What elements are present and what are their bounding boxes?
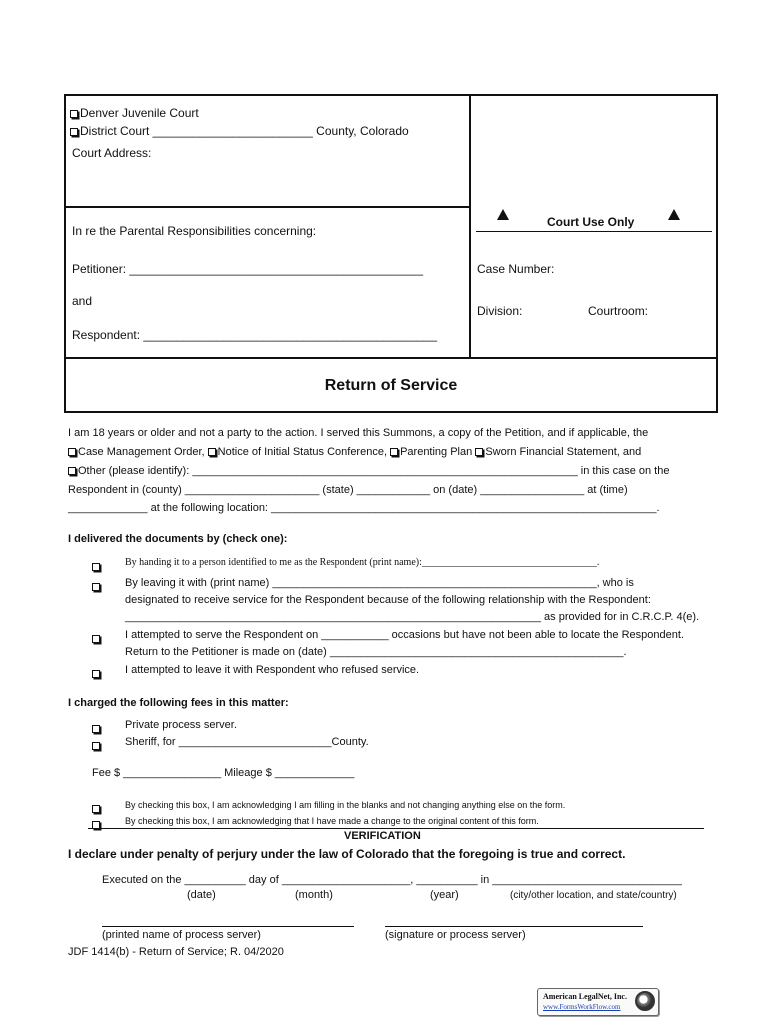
american-legalnet-logo[interactable] [537, 988, 659, 1016]
delivered-item-4: I attempted to leave it with Respondent who refused service. [125, 664, 420, 676]
fees-checkbox-2[interactable] [92, 736, 102, 754]
and-label: and [72, 294, 93, 308]
respondent-field[interactable]: Respondent: ____________________________________________ [72, 328, 438, 342]
checkbox[interactable] [92, 725, 100, 733]
delivered-checkbox-3[interactable] [92, 629, 102, 647]
court-address-label: Court Address: [72, 146, 152, 160]
ack-checkbox-2[interactable] [92, 815, 102, 833]
intro-options-line: Case Management Order, Notice of Initial Status Conference, Parenting Plan Sworn Financial Statement, and [68, 446, 641, 458]
date-label: (date) [187, 889, 216, 901]
checkbox[interactable] [92, 742, 100, 750]
fees-checkbox-1[interactable] [92, 719, 102, 737]
checkbox[interactable] [68, 467, 76, 475]
executed-line[interactable]: Executed on the __________ day of _____________________, __________ in _______________________________ [102, 874, 682, 886]
caption-vertical-divider [469, 94, 471, 359]
checkbox[interactable] [390, 448, 398, 456]
form-id: JDF 1414(b) - Return of Service; R. 04/2020 [68, 946, 284, 958]
court-use-underline [476, 231, 712, 232]
intro-other-line: Other (please identify): _______________________________________________________________ in this case on the [68, 465, 669, 477]
intro-line-5[interactable]: _____________ at the following location: _______________________________________________________________. [68, 502, 660, 514]
checkbox[interactable] [475, 448, 483, 456]
delivered-checkbox-2[interactable] [92, 577, 102, 595]
checkbox[interactable] [92, 670, 100, 678]
delivered-item-3-line-2[interactable]: Return to the Petitioner is made on (date) ________________________________________________. [125, 646, 627, 658]
checkbox[interactable] [70, 128, 78, 136]
fees-item-2[interactable]: Sheriff, for _________________________County. [125, 736, 369, 748]
printed-name-line[interactable] [102, 926, 354, 927]
logo-name: American LegalNet, Inc. [543, 992, 627, 1001]
court-option-district: District Court ________________________ County, Colorado [70, 124, 409, 138]
triangle-left-icon [497, 207, 509, 225]
printed-name-label: (printed name of process server) [102, 929, 261, 941]
petitioner-field[interactable]: Petitioner: ____________________________________________ [72, 262, 424, 276]
court-address-divider [64, 206, 470, 208]
location-label: (city/other location, and state/country) [510, 890, 677, 901]
caption-box [64, 94, 718, 413]
year-label: (year) [430, 889, 459, 901]
signature-label: (signature or process server) [385, 929, 526, 941]
courtroom-field[interactable]: Courtroom: [588, 304, 649, 318]
checkbox[interactable] [68, 448, 76, 456]
delivered-item-3-line-1[interactable]: I attempted to serve the Respondent on ___________ occasions but have not been able to locate the Respondent. [125, 629, 684, 641]
fee-mileage-line[interactable]: Fee $ ________________ Mileage $ _____________ [92, 767, 355, 779]
fees-item-1: Private process server. [125, 719, 237, 731]
delivered-item-1[interactable]: By handing it to a person identified to me as the Respondent (print name):___________________________________. [125, 557, 600, 568]
delivered-item-2-line-3[interactable]: ____________________________________________________________________ as provided for in C.R.C.P. 4(e). [125, 611, 700, 623]
checkbox[interactable] [208, 448, 216, 456]
verification-heading: VERIFICATION [344, 830, 421, 842]
delivered-heading: I delivered the documents by (check one): [68, 533, 288, 545]
court-use-only-label: Court Use Only [547, 215, 635, 229]
delivered-checkbox-4[interactable] [92, 664, 102, 682]
checkbox[interactable] [92, 635, 100, 643]
court-option-denver: Denver Juvenile Court [70, 106, 199, 120]
fees-heading: I charged the following fees in this matter: [68, 697, 289, 709]
logo-url[interactable]: www.FormsWorkFlow.com [543, 1003, 621, 1011]
declaration-text: I declare under penalty of perjury under the law of Colorado that the foregoing is true and correct. [68, 847, 626, 861]
checkbox[interactable] [92, 563, 100, 571]
ack-item-2: By checking this box, I am acknowledging that I have made a change to the original content of this form. [125, 816, 539, 826]
case-number-field[interactable]: Case Number: [477, 262, 555, 276]
checkbox[interactable] [92, 805, 100, 813]
month-label: (month) [295, 889, 333, 901]
intro-line-1: I am 18 years or older and not a party to the action. I served this Summons, a copy of the Petition, and if applicable, the [68, 427, 649, 439]
checkbox[interactable] [70, 110, 78, 118]
signature-line[interactable] [385, 926, 643, 927]
in-re-label: In re the Parental Responsibilities concerning: [72, 224, 317, 238]
title-divider [64, 357, 718, 359]
page-title: Return of Service [324, 377, 458, 394]
delivered-checkbox-1[interactable] [92, 557, 102, 575]
intro-line-4[interactable]: Respondent in (county) ______________________ (state) ____________ on (date) _________________ at (time) [68, 484, 628, 496]
ack-item-1: By checking this box, I am acknowledging I am filling in the blanks and not changing anything else on the form. [125, 800, 566, 810]
delivered-item-2-line-1[interactable]: By leaving it with (print name) _____________________________________________________, who is [125, 577, 634, 589]
verification-rule [88, 828, 704, 829]
seal-icon [635, 991, 655, 1011]
delivered-item-2-line-2: designated to receive service for the Respondent because of the following relationship with the Respondent: [125, 594, 651, 606]
checkbox[interactable] [92, 583, 100, 591]
triangle-right-icon [668, 207, 680, 225]
division-field[interactable]: Division: [477, 304, 523, 318]
